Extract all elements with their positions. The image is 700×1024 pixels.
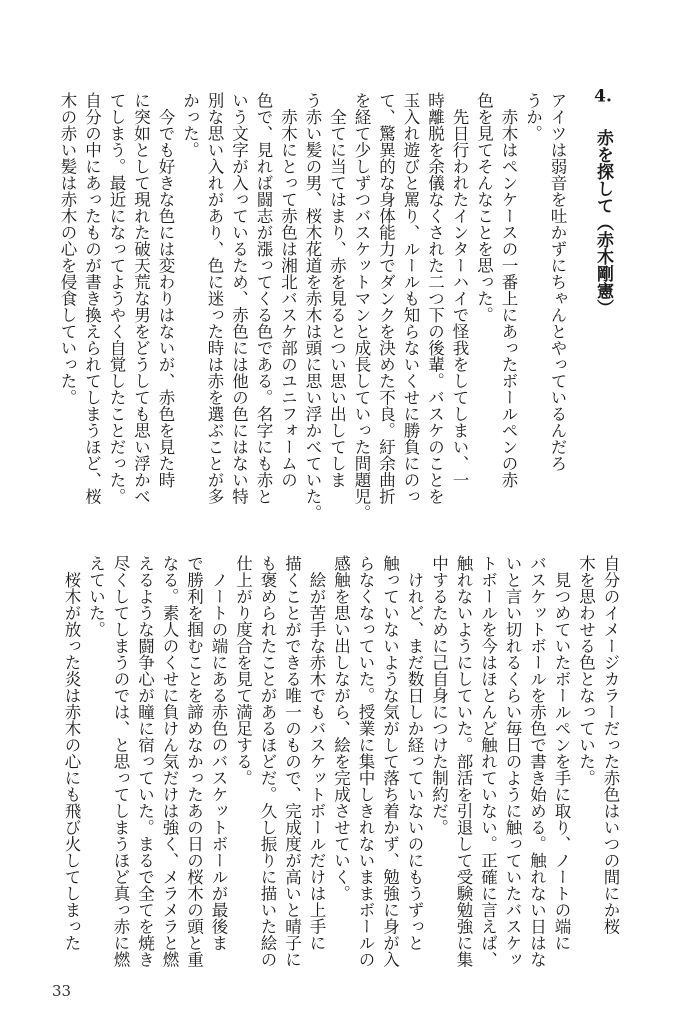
body-text-lower (59, 555, 623, 968)
text-line: 色で、見れば闘志が漲ってくる色である。名字にも赤と (254, 92, 273, 505)
text-line: 木を思わせる色となっていた。 (576, 555, 596, 786)
text-line: 木の赤い髪は赤木の心を侵食していった。 (58, 92, 77, 406)
page-number: 33 (52, 982, 72, 1000)
text-line: かった。 (180, 92, 200, 158)
text-line: てしまう。最近になってようやく自覚したことだった。 (107, 92, 126, 505)
text-line: 触れないようにしていた。部活を引退して受験勉強に集 (454, 555, 473, 968)
text-line: 色を見てそんなことを思った。 (474, 92, 494, 323)
text-line: なる。素人のくせに負けん気だけは強く、メラメラと燃 (160, 555, 179, 968)
text-line: 別な思い入れがあり、色に迷った時は赤を選ぶことが多 (205, 92, 224, 505)
section-number: 4. (594, 88, 612, 105)
text-line: ノートの端にある赤色のバスケットボールが最後ま (209, 555, 228, 951)
body-text-upper (55, 92, 570, 521)
text-line: も褒められたことがあるほどだ。久し振りに描いた絵の (258, 555, 277, 968)
text-line: アイツは弱音を吐かずにちゃんとやっているんだろ (548, 92, 567, 472)
text-line: 見つめていたボールペンを手に取り、ノートの端に (552, 555, 571, 951)
text-line: 中するために己自身につけた制約だ。 (429, 555, 449, 836)
text-line: 絵が苦手な赤木でもバスケットボールだけは上手に (307, 555, 326, 951)
text-line: 触っていないような気がして落ち着かず、勉強に身が入 (380, 555, 400, 968)
text-line: う赤い髪の男、桜木花道を赤木は頭に思い浮かべていた。 (303, 92, 322, 521)
text-line: 先日行われたインターハイで怪我をしてしまい、一 (450, 92, 469, 488)
text-line: 全てに当てはまり、赤を見るとつい思い出してしま (327, 92, 347, 488)
text-line: 赤木にとって赤色は湘北バスケ部のユニフォームの (278, 92, 298, 488)
text-line: えていた。 (86, 555, 106, 638)
section-heading (591, 88, 615, 316)
text-line: 感触を思い出しながら、絵を完成させていく。 (331, 555, 351, 902)
text-line: えるような闘争心が瞳に宿っていた。まるで全てを焼き (135, 555, 155, 968)
text-line: 玉入れ遊びと罵り、ルールも知らないくせに勝負にのっ (401, 92, 420, 505)
text-line: 仕上がり度合を見て満足する。 (233, 555, 253, 786)
text-line: トボールを今はほとんど触れていない。正確に言えば、 (478, 555, 498, 968)
text-line: 赤木はペンケースの一番上にあったボールペンの赤 (499, 92, 518, 488)
text-line: 桜木が放った炎は赤木の心にも飛び火してしまった (62, 555, 81, 951)
text-line: らなくなっていた。授業に集中しきれないままボールの (356, 555, 375, 968)
text-line: 今でも好きな色には変わりはないが、赤色を見た時 (156, 92, 175, 488)
text-line: 自分のイメージカラーだった赤色はいつの間にか桜 (601, 555, 620, 935)
text-line: 描くことができる唯一のもので、完成度が高いと晴子に (282, 555, 302, 968)
text-line: バスケットボールを赤色で書き始める。触れない日はな (527, 555, 547, 968)
text-line: て、驚異的な身体能力でダンクを決めた不良。紆余曲折 (376, 92, 396, 505)
text-line: うか。 (523, 92, 543, 142)
text-line: を経て少しずつバスケットマンと成長していった問題児。 (352, 92, 371, 521)
text-line: けれど、まだ数日しか経っていないのにもうずっと (405, 555, 424, 951)
text-line: に突如として現れた破天荒な男をどうしても思い浮かべ (131, 92, 151, 505)
text-line: いう文字が入っているため、赤色には他の色にはない特 (229, 92, 249, 505)
text-line: いと言い切れるくらい毎日のように触っていたバスケッ (503, 555, 522, 968)
text-line: 尽くしてしまうのでは、と思ってしまうほど真っ赤に燃 (111, 555, 130, 968)
text-line: 時離脱を余儀なくされた二つ下の後輩。バスケのことを (425, 92, 445, 505)
text-line: 自分の中にあったものが書き換えられてしまうほど、桜 (82, 92, 102, 505)
text-line: で勝利を掴むことを諦めなかったあの日の桜木の頭と重 (184, 555, 204, 968)
section-title: 赤を探して（赤木剛憲） (593, 129, 613, 316)
